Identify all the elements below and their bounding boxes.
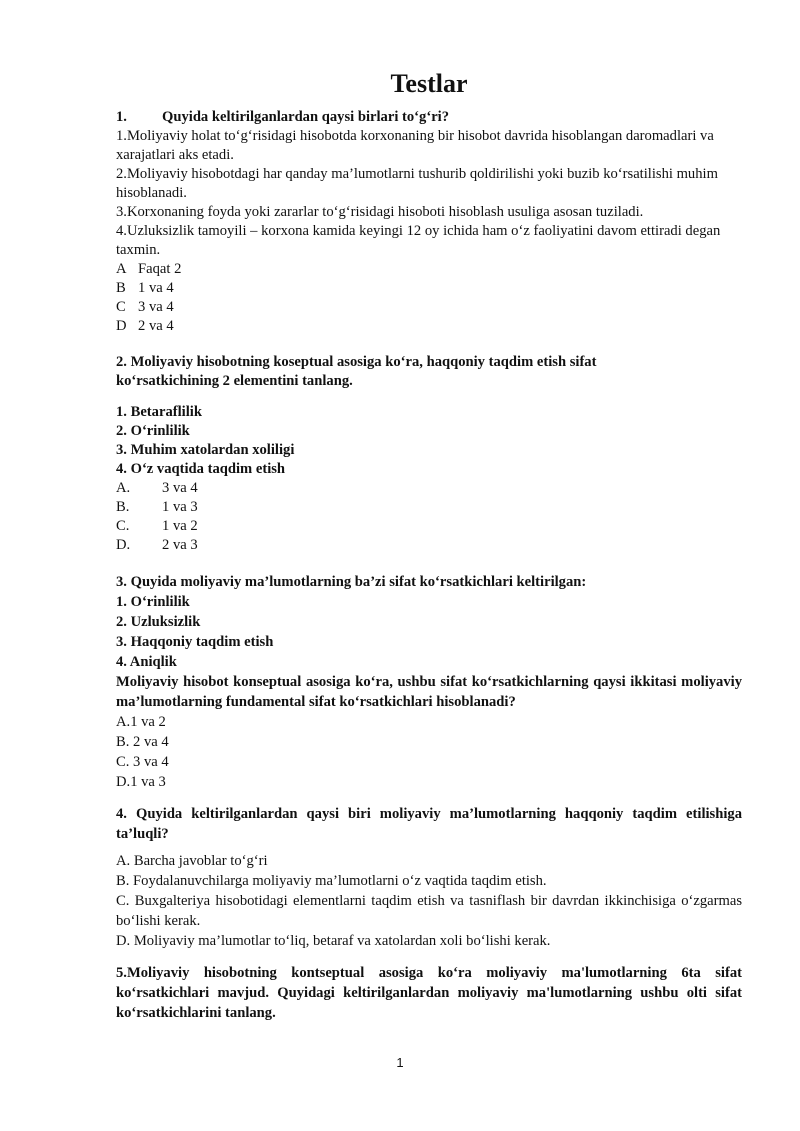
- answer-option: D 2 va 4: [116, 318, 174, 334]
- question-4-title: 4. Quyida keltirilganlardan qaysi biri moliyaviy ma’lumotlarning haqqoniy taqdim etilishiga ta’luqli?: [116, 806, 742, 842]
- answer-option: A Faqat 2: [116, 261, 182, 277]
- answer-option: A. Barcha javoblar to‘g‘ri: [116, 853, 268, 869]
- statement: 4.Uzluksizlik tamoyili – korxona kamida keyingi 12 oy ichida ham o‘z faoliyatini davom ettiradi degan taxmin.: [116, 223, 721, 258]
- question-3-question: Moliyaviy hisobot konseptual asosiga ko‘ra, ushbu sifat ko‘rsatkichlarning qaysi ikkitasi moliyaviy ma’lumotlarning fundamental sifat ko‘rsatkichlari hisoblanadi?: [116, 674, 742, 710]
- statement: 3.Korxonaning foyda yoki zararlar to‘g‘risidagi hisoboti hisoblash usuliga asosan tuziladi.: [116, 204, 644, 220]
- question-5-title: 5.Moliyaviy hisobotning kontseptual asosiga ko‘ra moliyaviy ma'lumotlarning 6ta sifat ko‘rsatkichlari mavjud. Quyidagi keltirilganlardan moliyaviy ma'lumotlarning ushbu olti sifat ko‘rsatkichlarini tanlang.: [116, 965, 742, 1021]
- question-2-item: 2. O‘rinlilik: [116, 423, 190, 439]
- answer-option: A.1 va 2: [116, 714, 166, 730]
- answer-option: D.1 va 3: [116, 774, 166, 790]
- question-3-item: 1. O‘rinlilik: [116, 594, 190, 610]
- question-2-title: 2. Moliyaviy hisobotning koseptual asosiga ko‘ra, haqqoniy taqdim etish sifat ko‘rsatkichining 2 elementini tanlang.: [116, 354, 597, 389]
- answer-option: B 1 va 4: [116, 280, 174, 296]
- question-3-item: 3. Haqqoniy taqdim etish: [116, 634, 274, 650]
- answer-option: A. 3 va 4: [116, 480, 198, 496]
- answer-option: D. 2 va 3: [116, 537, 198, 553]
- page-title: Testlar: [390, 69, 468, 98]
- question-3-item: 2. Uzluksizlik: [116, 614, 201, 630]
- question-1-title: 1. Quyida keltirilganlardan qaysi birlari to‘g‘ri?: [116, 109, 450, 125]
- answer-option: C. 1 va 2: [116, 518, 198, 534]
- statement: 1.Moliyaviy holat to‘g‘risidagi hisobotda korxonaning bir hisobot davrida hisoblangan daromadlari va xarajatlari aks etadi.: [116, 128, 714, 163]
- answer-option: B. 1 va 3: [116, 499, 198, 515]
- answer-option: C 3 va 4: [116, 299, 174, 315]
- answer-option: C. 3 va 4: [116, 754, 169, 770]
- answer-option: C. Buxgalteriya hisobotidagi elementlarni taqdim etish va tasniflash bir davrdan ikkinchisiga o‘zgarmas bo‘lishi kerak.: [116, 893, 742, 929]
- statement: 2.Moliyaviy hisobotdagi har qanday ma’lumotlarni tushurib qoldirilishi yoki buzib ko‘rsatilishi muhim hisoblanadi.: [116, 166, 718, 201]
- page-number: 1: [396, 1055, 404, 1070]
- question-2-item: 1. Betaraflilik: [116, 404, 202, 420]
- answer-option: B. 2 va 4: [116, 734, 169, 750]
- answer-option: D. Moliyaviy ma’lumotlar to‘liq, betaraf va xatolardan xoli bo‘lishi kerak.: [116, 933, 551, 949]
- question-3-title: 3. Quyida moliyaviy ma’lumotlarning ba’zi sifat ko‘rsatkichlari keltirilgan:: [116, 574, 587, 590]
- question-3-item: 4. Aniqlik: [116, 654, 177, 670]
- document-page: [116, 68, 742, 1023]
- answer-option: B. Foydalanuvchilarga moliyaviy ma’lumotlarni o‘z vaqtida taqdim etish.: [116, 873, 547, 889]
- question-2-item: 4. O‘z vaqtida taqdim etish: [116, 461, 286, 477]
- question-2-item: 3. Muhim xatolardan xoliligi: [116, 442, 295, 458]
